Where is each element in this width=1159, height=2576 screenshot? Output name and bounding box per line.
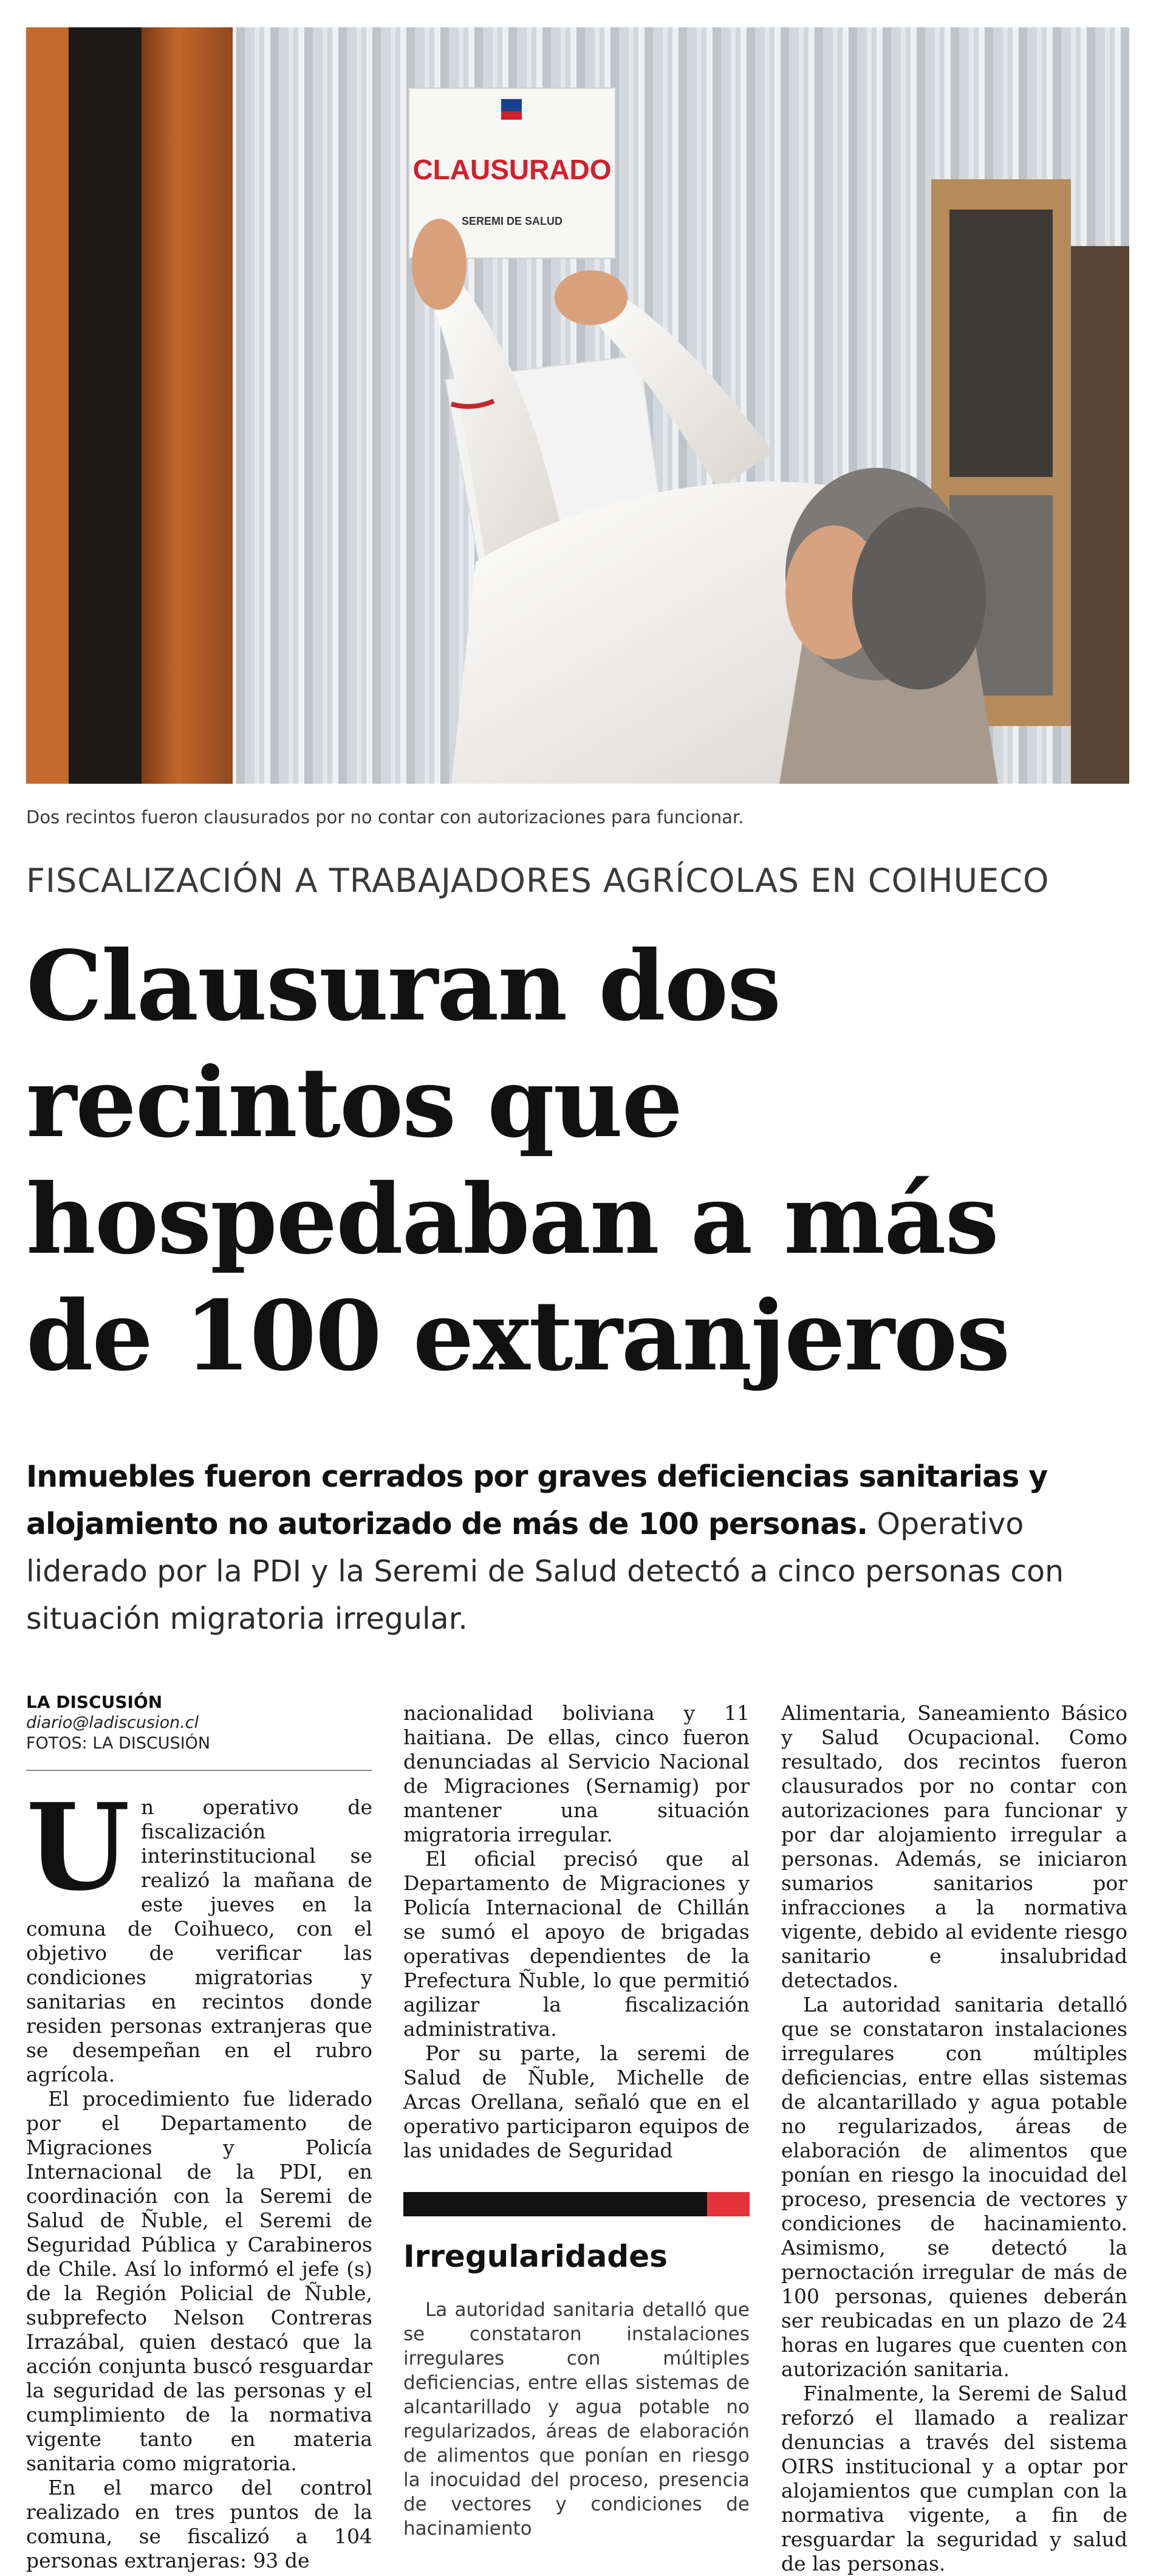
byline-photo-credit: FOTOS: LA DISCUSIÓN [26,1734,211,1753]
article-column-3 [781,1701,1127,2576]
headline-line: Clausuran dos [26,930,781,1043]
article-column-2 [403,1701,750,2541]
article-photo [26,27,1129,784]
article-kicker: FISCALIZACIÓN A TRABAJADORES AGRÍCOLAS EN COIHUECO [26,862,1050,900]
article-column-1 [26,1692,372,2573]
article-paragraph: Por su parte, la seremi de Salud de Ñuble, Michelle de Arcas Orellana, señaló que en el operativo participaron equipos de las unidades de Seguridad [403,2041,750,2162]
section-text: La autoridad sanitaria detalló que se constataron instalaciones irregulares con múltiples deficiencias, entre ellas sistemas de alcantarillado y agua potable no regularizados, áreas de elaboración de alimentos que ponían en riesgo la inocuidad del proceso, presencia de vectores y condiciones de hacinamiento [403,2299,750,2540]
article-paragraph: En el marco del control realizado en tres puntos de la comuna, se fiscalizó a 104 personas extranjeras: 93 de [26,2476,372,2572]
article-deck [26,1453,1129,1643]
article-paragraph: El procedimiento fue liderado por el Departamento de Migraciones y Policía Internacional de la PDI, en coordinación con la Seremi de Salud de Ñuble, el Seremi de Seguridad Pública y Carabineros de Chile. Así lo informó el jefe (s) de la Región Policial de Ñuble, subprefecto Nelson Contreras Irrazábal, quien destacó que la acción conjunta buscó resguardar la seguridad de las personas y el cumplimiento de la normativa vigente tanto en materia sanitaria como migratoria. [26,2087,372,2475]
article-paragraph: El oficial precisó que al Departamento de Migraciones y Policía Internacional de Chillán se sumó el apoyo de brigadas operativas dependientes de la Prefectura Ñuble, lo que permitió agilizar la fiscalización administrativa. [403,1847,750,2041]
article-paragraph: Alimentaria, Saneamiento Básico y Salud Ocupacional. Como resultado, dos recintos fueron clausurados por no contar con autorizaciones para funcionar y por dar alojamiento irregular a personas. Además, se iniciaron sumarios sanitarios por infracciones a la normativa vigente, debido al evidente riesgo sanitario e insalubridad detectados. [781,1701,1127,1992]
byline-org: LA DISCUSIÓN [26,1692,163,1712]
deck-regular: Operativo liderado por la PDI y la Seremi de Salud detectó a cinco personas con situación migratoria irregular. [26,1507,1064,1636]
byline-email-link[interactable]: diario@ladiscusion.cl [26,1713,199,1732]
paragraph-text: n operativo de fiscalización interinstitucional se realizó la mañana de este jueves en la comuna de Coihueco, con el objetivo de verificar las condiciones migratorias y sanitarias en recintos donde residen personas extranjeras que se desempeñan en el rubro agrícola. [26,1795,372,2086]
sign-subtext: SEREMI DE SALUD [461,215,563,227]
byline [26,1692,372,1771]
section-title: Irregularidades [403,2239,668,2274]
headline-line: hospedaban a más [26,1163,998,1276]
article-paragraph: Finalmente, la Seremi de Salud reforzó el llamado a realizar denuncias a través del sistema OIRS institucional y a optar por alojamientos que cumplan con la normativa vigente, a fin de resguardar la seguridad y salud de las personas. [781,2382,1127,2575]
section-bar-accent [707,2192,750,2216]
section-bar [403,2192,750,2216]
headline-line: de 100 extranjeros [26,1280,1010,1392]
deck-bold: Inmuebles fueron cerrados por graves deficiencias sanitarias y alojamiento no autorizado de más de 100 personas. [26,1459,1048,1541]
headline-line: recintos que [26,1047,682,1159]
article-paragraph [26,1778,372,2087]
drop-cap: U [26,1778,130,1917]
photo-caption: Dos recintos fueron clausurados por no contar con autorizaciones para funcionar. [26,807,744,827]
article-paragraph: La autoridad sanitaria detalló que se constataron instalaciones irregulares con múltiples deficiencias, entre ellas sistemas de alcantarillado y agua potable no regularizados, áreas de elaboración de alimentos que ponían en riesgo la inocuidad del proceso, presencia de vectores y condiciones de hacinamiento. Asimismo, se detectó la pernoctación irregular de más de 100 personas, quienes deberán ser reubicadas en un plazo de 24 horas en lugares que cuenten con autorización sanitaria. [781,1993,1127,2381]
article-paragraph: nacionalidad boliviana y 11 haitiana. De ellas, cinco fueron denunciadas al Servicio Nacional de Migraciones (Sernamig) por mantener una situación migratoria irregular. [403,1701,750,1846]
photo-illustration [26,27,1129,784]
article-headline [26,928,1129,1395]
sign-text: CLAUSURADO [412,154,612,185]
